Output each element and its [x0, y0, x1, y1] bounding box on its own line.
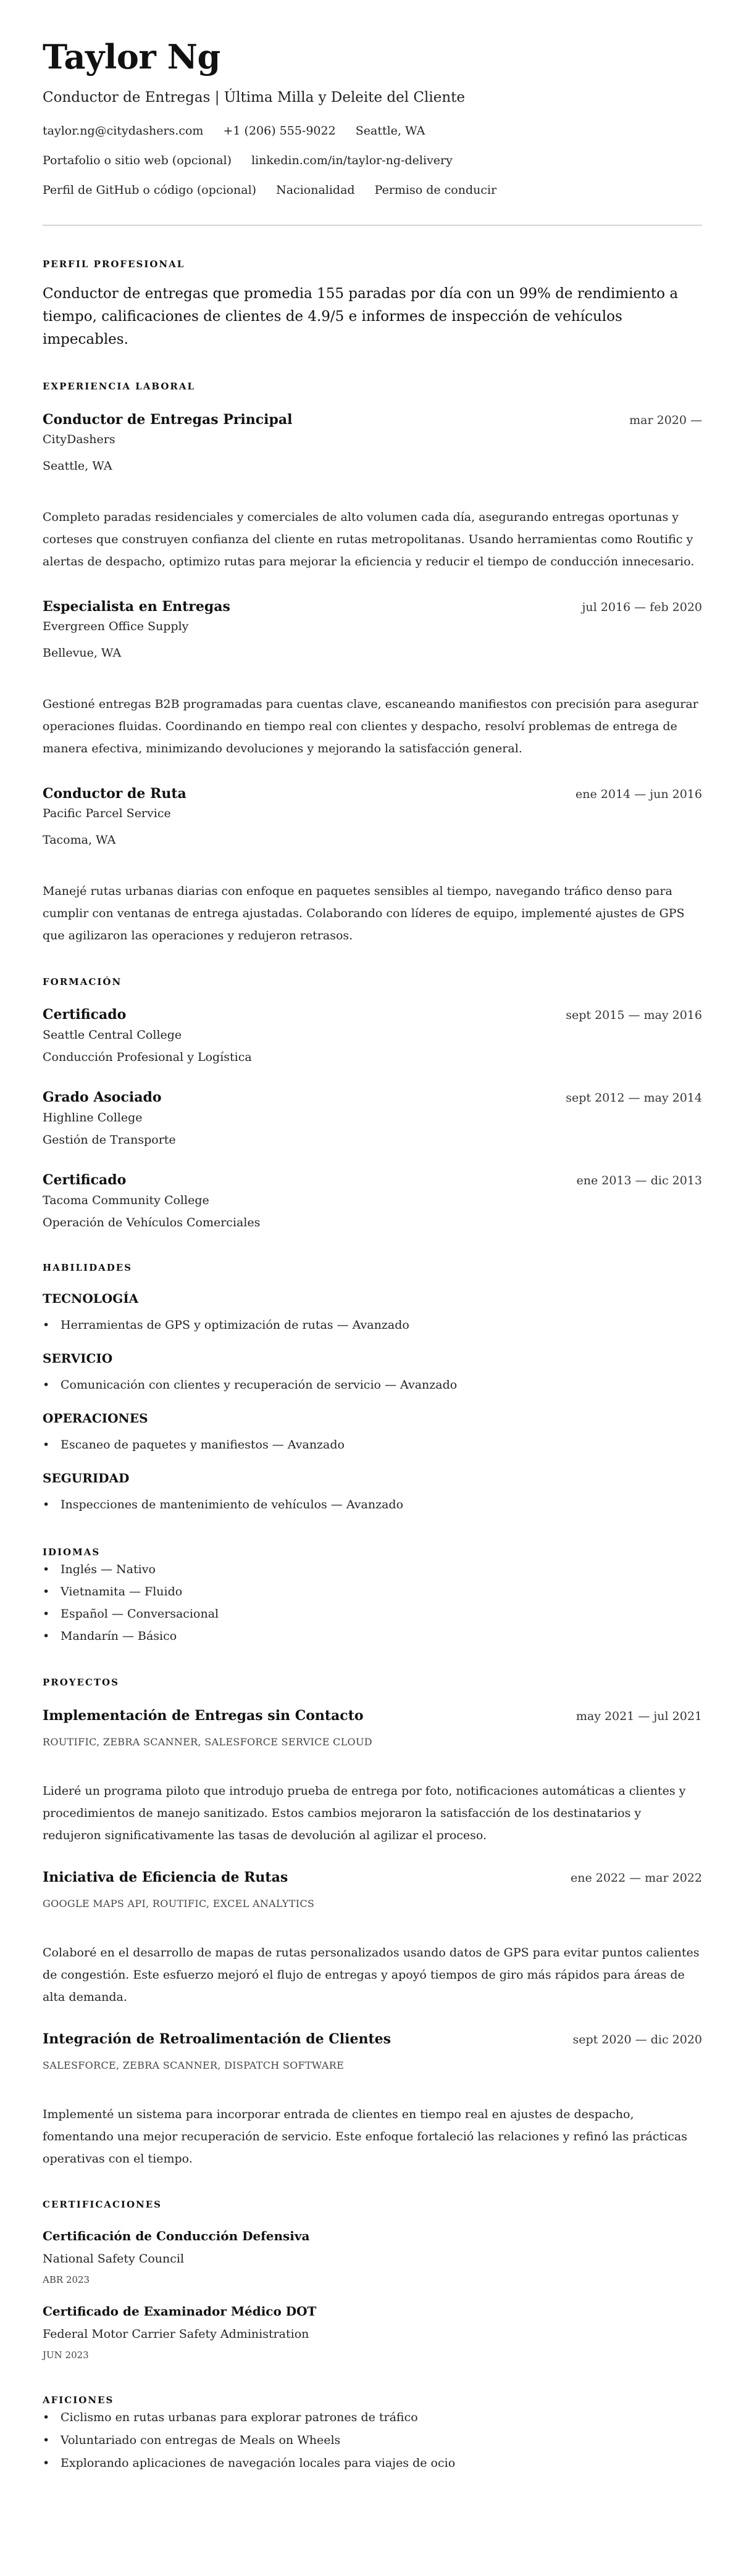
- job-dates: jul 2016 — feb 2020: [582, 600, 702, 614]
- skill-category: OPERACIONES: [43, 1411, 148, 1426]
- section-heading: FORMACIÓN: [43, 976, 122, 987]
- location: Seattle, WA: [355, 124, 425, 138]
- contact-row: [43, 175, 702, 205]
- certification-date: ABR 2023: [43, 2274, 90, 2285]
- hobby-item: • Voluntariado con entregas de Meals on Wheels: [43, 2429, 702, 2452]
- portfolio-link[interactable]: Portafolio o sitio web (opcional): [43, 154, 232, 167]
- contact-row: [43, 146, 702, 175]
- skill-list: [43, 1290, 702, 1514]
- certifications-section: [43, 2198, 702, 2362]
- job-entry: [43, 597, 702, 760]
- skill-category: SERVICIO: [43, 1351, 113, 1366]
- job-title: Conductor de Entregas Principal: [43, 412, 293, 428]
- job-title: Especialista en Entregas: [43, 599, 230, 615]
- job-entry: [43, 784, 702, 947]
- candidate-name: Taylor Ng: [43, 37, 220, 77]
- job-dates: mar 2020 —: [629, 413, 702, 427]
- language-list: [43, 1558, 702, 1647]
- job-dates: ene 2014 — jun 2016: [576, 787, 702, 801]
- skills-section: [43, 1261, 702, 1514]
- section-heading: PROYECTOS: [43, 1677, 119, 1688]
- headline: Conductor de Entregas | Última Milla y Deleite del Cliente: [43, 89, 466, 106]
- header-divider: [43, 225, 702, 226]
- language-item: • Mandarín — Básico: [43, 1625, 702, 1647]
- job-header: [43, 597, 702, 617]
- project-tech: GOOGLE MAPS API, ROUTIFIC, EXCEL ANALYTICS: [43, 1898, 315, 1909]
- job-description: Gestioné entregas B2B programadas para cuentas clave, escaneando manifiestos con precisión para asegurar operaciones fluidas. Coordinando en tiempo real con clientes y despacho, resolví problemas de entrega de manera efectiva, minimizando devoluciones y mejorando la satisfacción general.: [43, 697, 698, 755]
- skill-item: • Herramientas de GPS y optimización de rutas — Avanzado: [43, 1316, 702, 1334]
- education-entry: [43, 1005, 702, 1067]
- education-section: [43, 976, 702, 1232]
- section-heading: CERTIFICACIONES: [43, 2199, 162, 2210]
- education-header: [43, 1170, 702, 1190]
- project-description: Lideré un programa piloto que introdujo prueba de entrega por foto, notificaciones automáticas a clientes y procedimientos de manejo sanitizado. Estos cambios mejoraron la satisfacción de los destinatarios y redujeron significativamente las tasas de devolución al agilizar el proceso.: [43, 1784, 686, 1842]
- project-description: Colaboré en el desarrollo de mapas de rutas personalizados usando datos de GPS para evitar puntos calientes de congestión. Este esfuerzo mejoró el flujo de entregas y apoyó tiempos de giro más rápidos para áreas de alta demanda.: [43, 1946, 700, 2004]
- contact-row: [43, 116, 702, 146]
- project-header: [43, 1868, 702, 1887]
- project-description: Implementé un sistema para incorporar entrada de clientes en tiempo real en ajustes de despacho, fomentando una mejor recuperación de servicio. Este enfoque fortaleció las relaciones y refinó las prácticas operativas con el tiempo.: [43, 2108, 687, 2166]
- drivers-license: Permiso de conducir: [374, 183, 497, 197]
- github-link[interactable]: Perfil de GitHub o código (opcional): [43, 183, 257, 197]
- linkedin-link[interactable]: linkedin.com/in/taylor-ng-delivery: [251, 154, 453, 167]
- certification-date: JUN 2023: [43, 2350, 89, 2361]
- project-list: [43, 1706, 702, 2170]
- education-header: [43, 1005, 702, 1024]
- project-dates: may 2021 — jul 2021: [576, 1710, 702, 1723]
- summary-section: [43, 258, 702, 351]
- company-name: CityDashers: [43, 433, 115, 446]
- skill-item: • Comunicación con clientes y recuperación de servicio — Avanzado: [43, 1376, 702, 1394]
- job-entry: [43, 410, 702, 573]
- experience-section: [43, 380, 702, 947]
- education-dates: ene 2013 — dic 2013: [576, 1174, 702, 1187]
- job-header: [43, 410, 702, 430]
- phone: +1 (206) 555-9022: [223, 124, 336, 138]
- projects-section: [43, 1676, 702, 2170]
- skill-items: [43, 1376, 702, 1394]
- nationality: Nacionalidad: [276, 183, 355, 197]
- education-dates: sept 2015 — may 2016: [566, 1008, 702, 1022]
- hobby-item: • Ciclismo en rutas urbanas para explorar patrones de tráfico: [43, 2406, 702, 2429]
- skill-category: TECNOLOGÍA: [43, 1291, 139, 1306]
- field-of-study: Operación de Vehículos Comerciales: [43, 1216, 261, 1229]
- project-tech: ROUTIFIC, ZEBRA SCANNER, SALESFORCE SERVICE CLOUD: [43, 1736, 372, 1748]
- section-heading: PERFIL PROFESIONAL: [43, 259, 185, 270]
- skill-items: [43, 1435, 702, 1454]
- field-of-study: Conducción Profesional y Logística: [43, 1050, 252, 1064]
- job-header: [43, 784, 702, 804]
- skill-group: [43, 1469, 702, 1514]
- skill-group: [43, 1290, 702, 1334]
- section-heading: AFICIONES: [43, 2395, 114, 2406]
- section-heading: EXPERIENCIA LABORAL: [43, 381, 196, 392]
- language-item: • Español — Conversacional: [43, 1603, 702, 1625]
- skill-item: • Escaneo de paquetes y manifiestos — Avanzado: [43, 1435, 702, 1454]
- hobbies-section: [43, 2394, 702, 2475]
- project-entry: [43, 2029, 702, 2170]
- project-title: Iniciativa de Eficiencia de Rutas: [43, 1869, 288, 1885]
- job-location: Seattle, WA: [43, 459, 112, 473]
- certification-issuer: Federal Motor Carrier Safety Administration: [43, 2327, 309, 2341]
- project-dates: sept 2020 — dic 2020: [572, 2033, 702, 2046]
- project-title: Implementación de Entregas sin Contacto: [43, 1708, 364, 1724]
- education-list: [43, 1005, 702, 1232]
- certification-issuer: National Safety Council: [43, 2252, 185, 2266]
- language-item: • Vietnamita — Fluido: [43, 1581, 702, 1603]
- job-location: Bellevue, WA: [43, 646, 122, 660]
- field-of-study: Gestión de Transporte: [43, 1133, 176, 1147]
- education-entry: [43, 1170, 702, 1232]
- certification-entry: [43, 2227, 702, 2287]
- skill-items: [43, 1495, 702, 1514]
- project-header: [43, 1706, 702, 1726]
- skill-group: [43, 1350, 702, 1394]
- skill-item: • Inspecciones de mantenimiento de vehículos — Avanzado: [43, 1495, 702, 1514]
- degree: Grado Asociado: [43, 1089, 162, 1105]
- section-heading: HABILIDADES: [43, 1262, 132, 1273]
- certification-list: [43, 2227, 702, 2362]
- school-name: Tacoma Community College: [43, 1194, 209, 1207]
- hobby-item: • Explorando aplicaciones de navegación locales para viajes de ocio: [43, 2452, 702, 2475]
- resume-header: [43, 38, 702, 226]
- degree: Certificado: [43, 1007, 127, 1023]
- project-entry: [43, 1868, 702, 2008]
- project-tech: SALESFORCE, ZEBRA SCANNER, DISPATCH SOFTWARE: [43, 2059, 345, 2071]
- education-entry: [43, 1087, 702, 1150]
- contact-info: [43, 116, 702, 205]
- job-description: Completo paradas residenciales y comerciales de alto volumen cada día, asegurando entregas oportunas y corteses que construyen confianza del cliente en rutas metropolitanas. Usando herramientas como Routific y alertas de despacho, optimizo rutas para mejorar la eficiencia y reducir el tiempo de conducción innecesario.: [43, 510, 695, 568]
- email-link[interactable]: taylor.ng@citydashers.com: [43, 124, 204, 138]
- certification-title: Certificado de Examinador Médico DOT: [43, 2304, 317, 2319]
- languages-section: [43, 1546, 702, 1647]
- certification-entry: [43, 2302, 702, 2362]
- school-name: Seattle Central College: [43, 1028, 182, 1042]
- certification-title: Certificación de Conducción Defensiva: [43, 2229, 310, 2243]
- skill-category: SEGURIDAD: [43, 1471, 130, 1485]
- project-header: [43, 2029, 702, 2049]
- degree: Certificado: [43, 1172, 127, 1188]
- company-name: Evergreen Office Supply: [43, 620, 189, 633]
- project-dates: ene 2022 — mar 2022: [570, 1871, 702, 1885]
- company-name: Pacific Parcel Service: [43, 807, 171, 820]
- summary-text: Conductor de entregas que promedia 155 paradas por día con un 99% de rendimiento a tiempo, calificaciones de clientes de 4.9/5 e informes de inspección de vehículos impecables.: [43, 286, 679, 347]
- skill-items: [43, 1316, 702, 1334]
- hobby-list: [43, 2406, 702, 2475]
- skill-group: [43, 1410, 702, 1454]
- job-location: Tacoma, WA: [43, 833, 116, 847]
- project-entry: [43, 1706, 702, 1847]
- language-item: • Inglés — Nativo: [43, 1558, 702, 1581]
- job-description: Manejé rutas urbanas diarias con enfoque en paquetes sensibles al tiempo, navegando tráfico denso para cumplir con ventanas de entrega ajustadas. Colaborando con líderes de equipo, implementé ajustes de GPS que agilizaron las operaciones y redujeron retrasos.: [43, 884, 685, 942]
- job-list: [43, 410, 702, 947]
- school-name: Highline College: [43, 1111, 143, 1124]
- education-dates: sept 2012 — may 2014: [566, 1091, 702, 1105]
- education-header: [43, 1087, 702, 1107]
- project-title: Integración de Retroalimentación de Clientes: [43, 2031, 391, 2047]
- section-heading: IDIOMAS: [43, 1547, 101, 1558]
- job-title: Conductor de Ruta: [43, 786, 186, 802]
